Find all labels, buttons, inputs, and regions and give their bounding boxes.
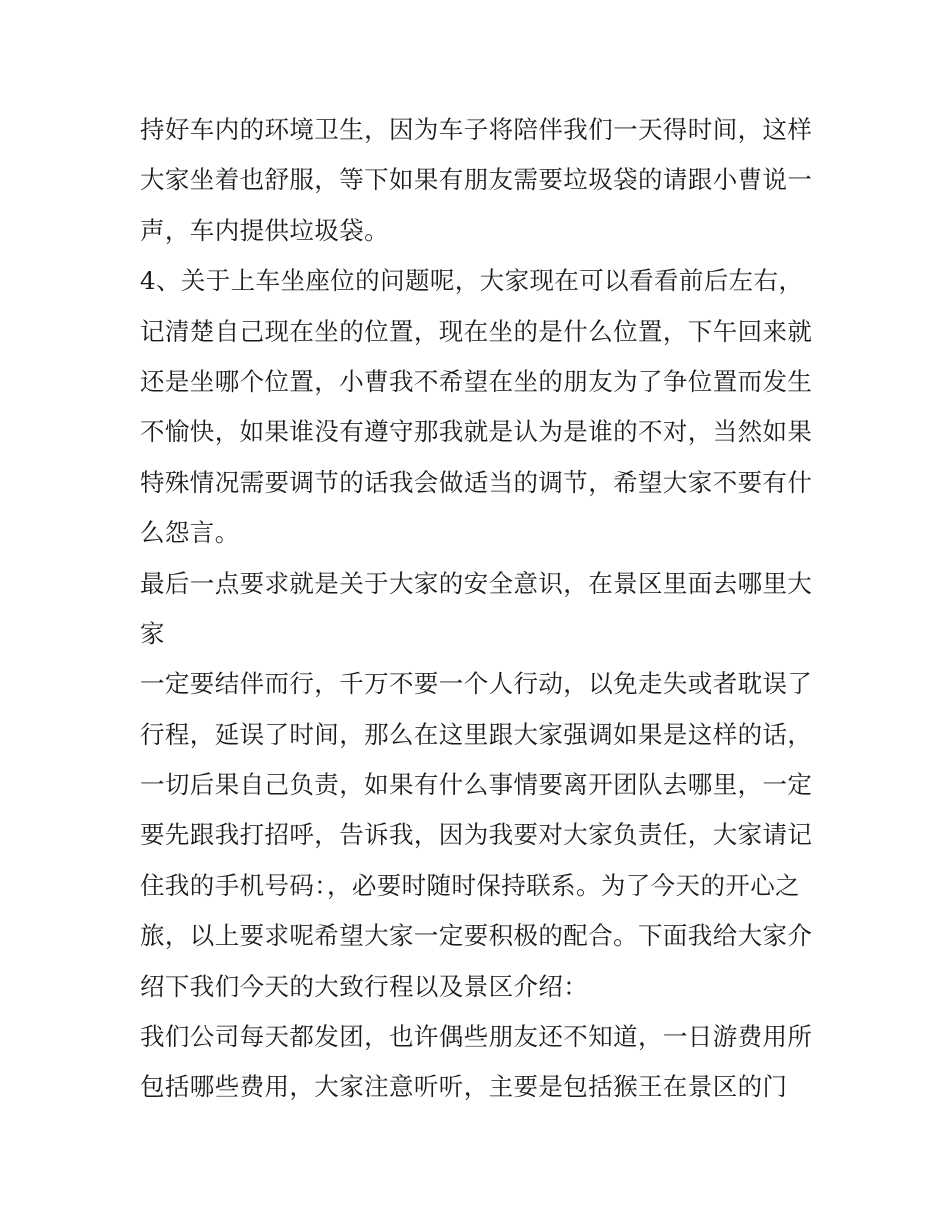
text-line: 记清楚自己现在坐的位置，现在坐的是什么位置，下午回来就 [140,316,813,346]
text-line: 要先跟我打招呼，告诉我，因为我要对大家负责任，大家请记 [140,820,813,850]
text-line: 行程，延误了时间，那么在这里跟大家强调如果是这样的话， [140,719,813,749]
text-line: 4、关于上车坐座位的问题呢，大家现在可以看看前后左右， [140,266,804,296]
text-line: 旅，以上要求呢希望大家一定要积极的配合。下面我给大家介 [140,921,813,951]
text-line: 最后一点要求就是关于大家的安全意识，在景区里面去哪里大 [140,568,813,598]
text-line: 么怨言。 [140,518,240,548]
text-line: 持好车内的环境卫生，因为车子将陪伴我们一天得时间，这样 [140,115,813,144]
text-line: 还是坐哪个位置，小曹我不希望在坐的朋友为了争位置而发生 [140,366,813,396]
text-line: 住我的手机号码：，必要时随时保持联系。为了今天的开心之 [140,870,801,900]
text-line: 我们公司每天都发团，也许偶些朋友还不知道，一日游费用所 [140,1022,813,1052]
text-line: 不愉快，如果谁没有遵守那我就是认为是谁的不对，当然如果 [140,417,813,447]
text-line: 一切后果自己负责，如果有什么事情要离开团队去哪里，一定 [140,770,813,800]
text-line: 绍下我们今天的大致行程以及景区介绍： [140,971,589,1001]
text-line: 家 [140,618,165,648]
document-body [140,105,820,1113]
text-line: 包括哪些费用，大家注意听听，主要是包括猴王在景区的门 [140,1072,788,1102]
text-line: 大家坐着也舒服，等下如果有朋友需要垃圾袋的请跟小曹说一 [140,165,813,195]
text-line: 特殊情况需要调节的话我会做适当的调节，希望大家不要有什 [140,467,813,497]
text-line: 一定要结伴而行，千万不要一个人行动，以免走失或者耽误了 [140,669,813,699]
text-line: 声，车内提供垃圾袋。 [140,215,389,245]
